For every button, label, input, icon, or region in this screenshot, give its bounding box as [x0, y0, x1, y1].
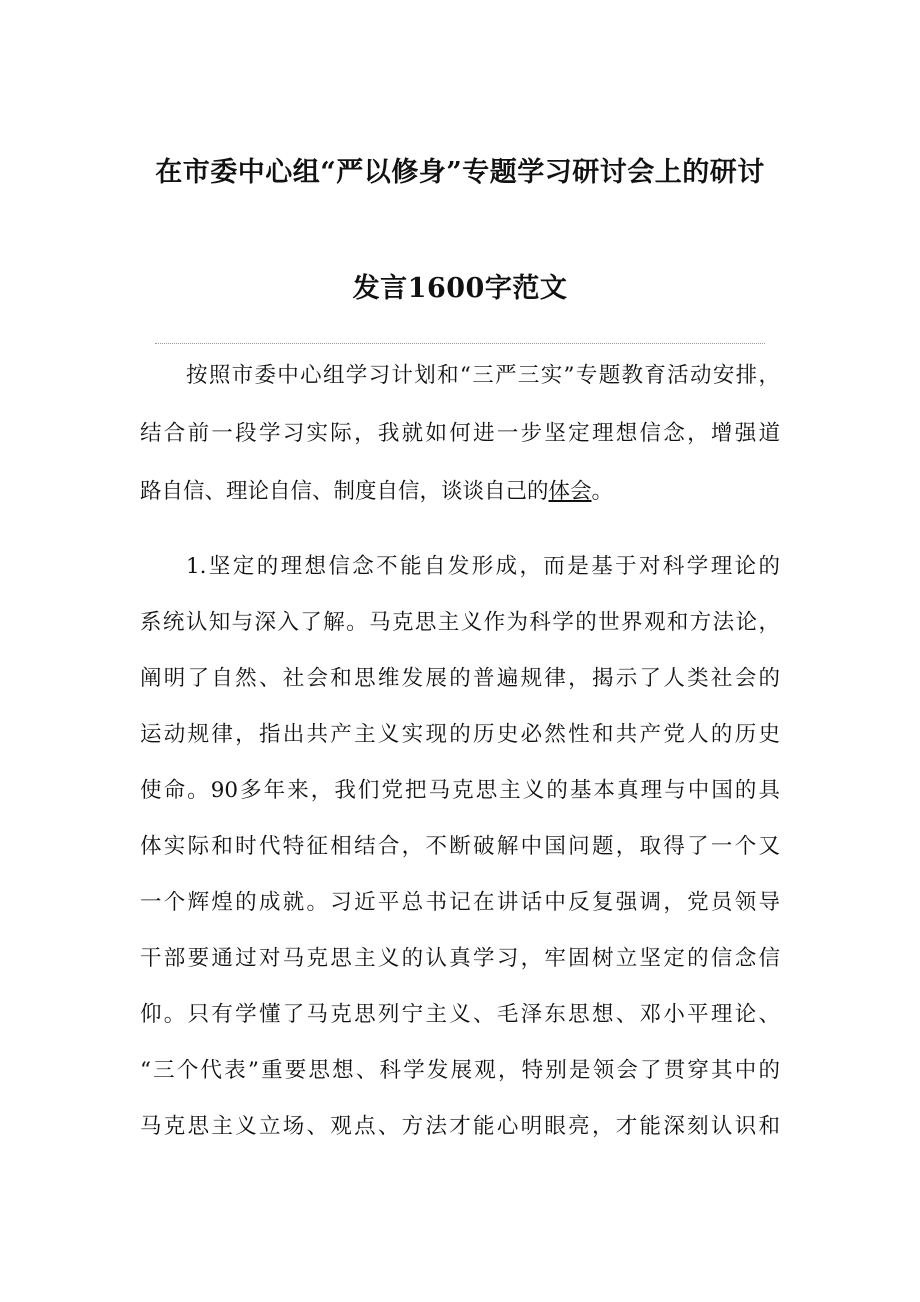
paragraph-1-line-3-text: 路自信、理论自信、制度自信，谈谈自己的: [140, 479, 549, 504]
paragraph-1-line-2: 结合前一段学习实际，我就如何进一步坚定理想信念，增强道: [140, 421, 780, 446]
document-title-line-2: 发言1600字范文: [352, 273, 568, 304]
underlined-term-tihui: 体会: [548, 479, 592, 504]
document-title-line-1: 在市委中心组“严以修身”专题学习研讨会上的研讨: [155, 157, 765, 188]
paragraph-1-line-3: [140, 478, 780, 506]
paragraph-2-line-10: “三个代表”重要思想、科学发展观，特别是领会了贯穿其中的: [140, 1058, 780, 1083]
paragraph-2-line-11: 马克思主义立场、观点、方法才能心明眼亮，才能深刻认识和: [140, 1114, 780, 1139]
paragraph-2-line-9: 仰。只有学懂了马克思列宁主义、毛泽东思想、邓小平理论、: [140, 1002, 780, 1027]
paragraph-2-line-3: 阐明了自然、社会和思维发展的普遍规律，揭示了人类社会的: [140, 666, 780, 691]
paragraph-2-line-7: 一个辉煌的成就。习近平总书记在讲话中反复强调，党员领导: [140, 890, 780, 915]
paragraph-2-line-6: 体实际和时代特征相结合，不断破解中国问题，取得了一个又: [140, 834, 780, 859]
paragraph-2-line-5: 使命。90多年来，我们党把马克思主义的基本真理与中国的具: [140, 778, 780, 803]
paragraph-1-line-3-end: 。: [591, 479, 614, 504]
paragraph-2-line-8: 干部要通过对马克思主义的认真学习，牢固树立坚定的信念信: [140, 946, 780, 971]
paragraph-1-line-1: 按照市委中心组学习计划和“三严三实”专题教育活动安排，: [186, 363, 780, 388]
paragraph-2-line-1: 1.坚定的理想信念不能自发形成，而是基于对科学理论的: [186, 554, 780, 579]
paragraph-2-line-2: 系统认知与深入了解。马克思主义作为科学的世界观和方法论，: [140, 610, 780, 635]
paragraph-2-line-4: 运动规律，指出共产主义实现的历史必然性和共产党人的历史: [140, 722, 780, 747]
title-divider: [155, 343, 765, 344]
